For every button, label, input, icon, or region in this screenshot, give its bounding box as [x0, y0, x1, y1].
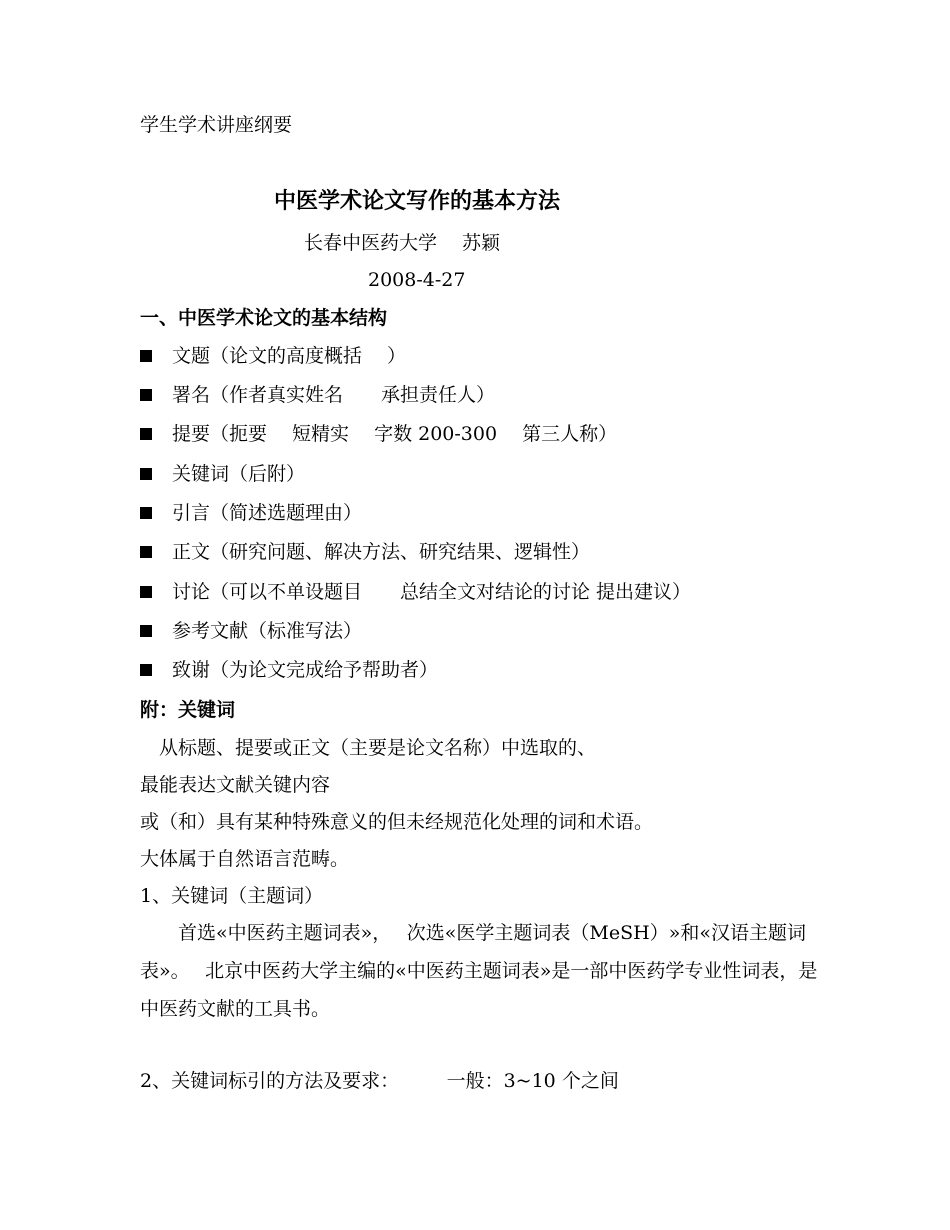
appendix-heading: 附：关键词: [140, 699, 236, 721]
date-line: 2008-4-27: [368, 269, 466, 291]
appendix-text-line: 从标题、提要或正文（主要是论文名称）中选取的、: [140, 737, 597, 759]
list-item: 文题（论文的高度概括 ）: [140, 344, 406, 368]
list-item: 提要（扼要 短精实 字数 200-300 第三人称）: [140, 422, 617, 446]
square-bullet-icon: [140, 625, 152, 637]
list-item: 署名（作者真实姓名 承担责任人）: [140, 383, 495, 407]
list-item: 致谢（为论文完成给予帮助者）: [140, 658, 438, 682]
author-line: 长春中医药大学 苏颖: [304, 232, 501, 254]
body-paragraph: 首选«中医药主题词表»， 次选«医学主题词表（MeSH）»和«汉语主题词表»。 北京中医药大学主编的«中医药主题词表»是一部中医药学专业性词表，是中医药文献的工具书。: [140, 922, 818, 1020]
square-bullet-icon: [140, 428, 152, 440]
list-item: 讨论（可以不单设题目 总结全文对结论的讨论 提出建议）: [140, 580, 691, 604]
subsection-heading: 1、关键词（主题词）: [140, 885, 324, 907]
list-item: 正文（研究问题、解决方法、研究结果、逻辑性）: [140, 540, 590, 564]
list-item: 引言（简述选题理由）: [140, 501, 362, 525]
document-title: 中医学术论文写作的基本方法: [274, 188, 561, 214]
square-bullet-icon: [140, 507, 152, 519]
square-bullet-icon: [140, 586, 152, 598]
appendix-text-line: 大体属于自然语言范畴。: [140, 848, 350, 870]
document-header: 学生学术讲座纲要: [140, 114, 293, 136]
appendix-text-line: 最能表达文献关键内容: [140, 774, 331, 796]
square-bullet-icon: [140, 664, 152, 676]
square-bullet-icon: [140, 468, 152, 480]
list-item: 关键词（后附）: [140, 462, 305, 486]
list-item: 参考文献（标准写法）: [140, 619, 362, 643]
square-bullet-icon: [140, 546, 152, 558]
square-bullet-icon: [140, 389, 152, 401]
section-heading: 一、中医学术论文的基本结构: [140, 307, 388, 329]
appendix-text-line: 或（和）具有某种特殊意义的但未经规范化处理的词和术语。: [140, 811, 654, 833]
square-bullet-icon: [140, 350, 152, 362]
subsection-heading: 2、关键词标引的方法及要求： 一般：3~10 个之间: [140, 1070, 619, 1092]
